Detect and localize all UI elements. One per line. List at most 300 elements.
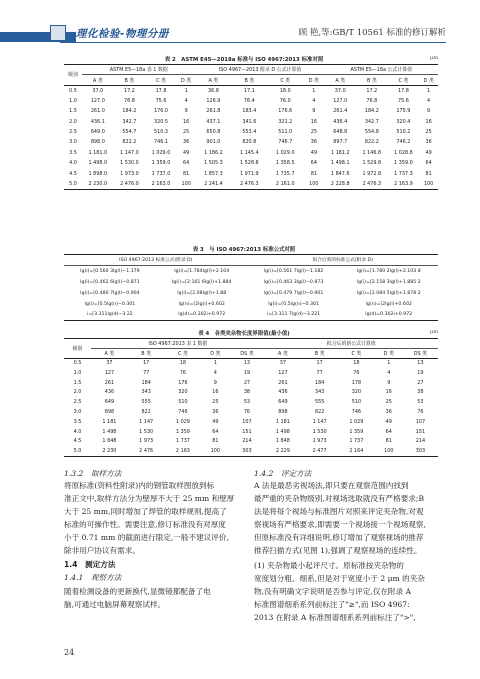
table2-cell: 127.0 bbox=[333, 97, 348, 104]
table4-cell: 107 bbox=[415, 418, 426, 425]
table2-cell: 127.0 bbox=[90, 97, 105, 104]
table2-group-header: ASTM E5—18a 公式计算值 bbox=[324, 65, 438, 75]
table4-cell: 18 bbox=[179, 360, 187, 367]
text-line: 察视场有严格要求,即需要一个视场接一个视场观察, bbox=[254, 520, 426, 530]
table-row bbox=[64, 277, 438, 288]
table3-cell: lg(d)=0.302i+0.972 bbox=[339, 310, 438, 321]
table2-cell: 320.5 bbox=[154, 118, 169, 125]
table4-cell: 1 359 bbox=[175, 428, 190, 435]
table2-col-header: C 类 bbox=[388, 75, 420, 85]
table-row bbox=[64, 96, 438, 106]
table2-cell: 1 857.3 bbox=[204, 170, 223, 177]
table4-cell: 81 bbox=[385, 438, 392, 445]
table3-group-header: ISO 4967:2013 标准公式(附录 D) bbox=[64, 255, 248, 266]
table4-cell: 510 bbox=[351, 399, 362, 406]
table4-cell: 76 bbox=[353, 369, 360, 376]
table-row bbox=[64, 116, 438, 126]
table4-cell: 5.0 bbox=[64, 446, 91, 456]
table2-caption: 表 2 ASTM E45—2018a 标准与 ISO 4967:2013 标准对照 bbox=[164, 57, 324, 63]
table4-cell: 898 bbox=[278, 408, 288, 415]
table2-cell: 1 359.0 bbox=[151, 160, 171, 167]
table2-cell: 49 bbox=[310, 149, 317, 156]
table2-group-header: ISO 4967—2013 附录 D 公式计算值 bbox=[195, 65, 324, 75]
table2-cell: 2.0 bbox=[69, 118, 77, 125]
table4-cell: 746 bbox=[351, 408, 362, 415]
table2-col-header: A 类 bbox=[82, 75, 114, 85]
table4-cell: 13 bbox=[243, 360, 251, 367]
table4-cell: 555 bbox=[141, 399, 151, 406]
table4-cell: 1 973 bbox=[139, 438, 154, 445]
section-1-3-2-heading: 1.3.2 取样方法 bbox=[64, 469, 122, 478]
table-row bbox=[64, 446, 438, 456]
table4-cell: 16 bbox=[212, 389, 219, 396]
table2-col-header: C 类 bbox=[267, 75, 303, 85]
table4-col-header: B 类 bbox=[128, 348, 165, 358]
table2-cell: 9 bbox=[312, 108, 316, 115]
table2-cell: 2 476.3 bbox=[231, 179, 267, 189]
table3-cell: lg(n)=[2lg(i)+0.602 bbox=[178, 301, 225, 307]
table3-cell: lg(i)=[0.5lg(n)−0.301 bbox=[84, 301, 136, 307]
table4-cell: 9 bbox=[387, 379, 391, 386]
table2-cell: 16 bbox=[425, 118, 432, 125]
table4-cell: 76 bbox=[179, 369, 187, 376]
table2-cell: 175.9 bbox=[396, 108, 411, 115]
table2-cell: 898.0 bbox=[90, 139, 105, 146]
table4-col-header: DS 类 bbox=[229, 348, 264, 358]
table4-level-header: 级别 bbox=[64, 339, 91, 359]
table4-cell: 649 bbox=[104, 399, 115, 406]
table2-cell: 36.8 bbox=[207, 87, 219, 94]
table2-cell: 1 498.0 bbox=[88, 160, 108, 167]
table4-cell: 2 476 bbox=[128, 446, 165, 456]
table2-cell: 176.6 bbox=[278, 108, 293, 115]
text-line: 随着检测设备的更新换代,显微镜都配备了电 bbox=[64, 587, 211, 596]
table4-cell: 555 bbox=[314, 399, 325, 406]
section-1-4-heading: 1.4 测定方法 bbox=[64, 560, 116, 569]
table4-cell: 1 147 bbox=[139, 418, 154, 425]
table2-cell: 1 147.0 bbox=[120, 149, 139, 156]
table2-cell: 4.5 bbox=[69, 170, 77, 177]
table4-cell: 38 bbox=[243, 389, 251, 396]
table2-cell: 1.0 bbox=[69, 97, 77, 104]
table4-cell: 1 181 bbox=[275, 418, 290, 425]
table-row bbox=[64, 127, 438, 137]
text-line: 标准图谱细系系列前标注了"≥",而 ISO 4967: bbox=[254, 600, 410, 610]
table2-cell: 17.8 bbox=[155, 87, 167, 94]
table2-cell: 1 028.8 bbox=[394, 149, 413, 156]
section-1-4-2-heading: 1.4.2 评定方法 bbox=[254, 469, 312, 478]
text-line: 物,没有明确文字说明是否参与评定,仅在附录 A bbox=[254, 587, 412, 597]
table2-group-header: ASTM E5—18a 表 1 数据 bbox=[82, 65, 195, 75]
table2-cell: 2 163.9 bbox=[388, 179, 420, 189]
table4-cell: 4.0 bbox=[73, 428, 82, 435]
minimum-size-paragraph bbox=[254, 559, 438, 624]
table3-cell: lg(i)=[0.480 7lg(l)−0.904 bbox=[80, 290, 140, 296]
table4-caption: 表 4 各类夹杂物长度界限值(最小值) bbox=[198, 331, 290, 337]
table4-cell: 100 bbox=[201, 446, 229, 456]
table2-cell: 4 bbox=[427, 97, 431, 104]
table4-cell: 320 bbox=[178, 389, 188, 396]
table4-cell: 64 bbox=[385, 428, 392, 435]
table2-cell: 822.2 bbox=[122, 139, 137, 146]
table4-cell: 1 848 bbox=[102, 438, 117, 445]
table4-cell: 4.5 bbox=[73, 438, 82, 445]
table4-cell: 49 bbox=[212, 418, 219, 425]
table4-cell: 107 bbox=[242, 418, 252, 425]
table-row bbox=[64, 310, 438, 321]
table3-cell: lg(d)=0.302i+0.972 bbox=[156, 310, 248, 321]
table-row bbox=[64, 417, 438, 427]
table4-cell: 25 bbox=[385, 399, 392, 406]
table3-group-header: 拟合后新的标准公式(附录 D) bbox=[248, 255, 438, 266]
table4-cell: 1 bbox=[387, 360, 391, 367]
table2-cell: 342.7 bbox=[122, 118, 137, 125]
sampling-method-paragraph bbox=[64, 479, 248, 558]
table4-cell: 303 bbox=[403, 446, 438, 456]
table4-group-header: ISO 4967:2013 表 1 数据 bbox=[91, 339, 264, 349]
table2-cell: 1 737.0 bbox=[151, 170, 171, 177]
table2-cell: 1 029.0 bbox=[151, 149, 171, 156]
table4-col-header: A 类 bbox=[265, 348, 302, 358]
table2-cell: 4.0 bbox=[69, 160, 77, 167]
table4-cell: 822 bbox=[314, 408, 325, 415]
table4-unit: μm bbox=[430, 329, 438, 335]
table4-cell: 1 530 bbox=[139, 428, 154, 435]
table4-cell: 1 181 bbox=[102, 418, 117, 425]
table2-cell: 822.2 bbox=[364, 139, 379, 146]
table-row bbox=[64, 299, 438, 310]
table-row bbox=[64, 427, 438, 437]
table2-cell: 17.2 bbox=[123, 87, 135, 94]
table2-cell: 176.0 bbox=[154, 108, 169, 115]
table3-cell: lg(i)=[0.463 3lg(l)−0.873 bbox=[263, 279, 324, 285]
table2-cell: 184.2 bbox=[122, 108, 137, 115]
table-row bbox=[64, 378, 438, 388]
table2-cell: 76.0 bbox=[279, 97, 291, 104]
table2 bbox=[64, 64, 438, 190]
table2-cell: 76.8 bbox=[123, 97, 135, 104]
table2-cell: 1 973.0 bbox=[120, 170, 139, 177]
table4-cell: 2 477 bbox=[301, 446, 338, 456]
table2-cell: 1 181.2 bbox=[330, 149, 350, 156]
table2-cell: 1 181.0 bbox=[88, 149, 108, 156]
table2-col-header: A 类 bbox=[324, 75, 356, 85]
table3-cell: lg(i)=[2.08lg(l)+1.88 bbox=[177, 290, 227, 296]
table2-cell: 746.2 bbox=[396, 139, 411, 146]
table2-col-header: D 类 bbox=[419, 75, 438, 85]
table2-cell: 2 241.4 bbox=[195, 179, 231, 189]
table2-cell: 261.4 bbox=[333, 108, 348, 115]
table2-unit: μm bbox=[430, 55, 438, 61]
table2-cell: 75.6 bbox=[155, 97, 167, 104]
table4-cell: 17 bbox=[143, 360, 150, 367]
table3-cell: lg(i)=[0.462 6lg(l)−0.871 bbox=[80, 279, 140, 285]
table2-cell: 1 505.3 bbox=[204, 160, 223, 167]
table2-cell: 81 bbox=[310, 170, 317, 177]
table4-cell: 53 bbox=[243, 399, 251, 406]
table4-group-header: 拟合后的新公式计算值 bbox=[265, 339, 438, 349]
text-line: A 法是最恶劣视场法,即只要在观察范围内找到 bbox=[254, 481, 409, 490]
table4-cell: 510 bbox=[178, 399, 188, 406]
table2-cell: 1 bbox=[427, 87, 431, 94]
table2-cell: 261.8 bbox=[206, 108, 221, 115]
journal-logo-mark bbox=[50, 25, 66, 41]
table2-cell: 2 163.0 bbox=[145, 179, 177, 189]
table4-cell: 1 498 bbox=[275, 428, 290, 435]
table4-cell: 16 bbox=[385, 389, 392, 396]
table2-cell: 25 bbox=[425, 129, 432, 136]
table4-cell: 261 bbox=[104, 379, 115, 386]
table2-cell: 2 476.3 bbox=[356, 179, 388, 189]
text-line: 小于 0.71 mm 的截面进行限定,一般不建议评价, bbox=[64, 533, 229, 543]
table4-cell: 2.0 bbox=[73, 389, 82, 396]
table2-cell: 9 bbox=[184, 108, 188, 115]
table2-cell: 1 145.4 bbox=[240, 149, 259, 156]
table4-cell: 38 bbox=[417, 389, 424, 396]
table-row bbox=[64, 288, 438, 299]
table4-cell: 1 737 bbox=[175, 438, 190, 445]
text-line: (1) 夹杂物最小起评尺寸。原标准按夹杂物的 bbox=[254, 561, 404, 570]
page-number: 24 bbox=[64, 648, 75, 657]
table2-cell: 16 bbox=[310, 118, 317, 125]
table4-cell: 76 bbox=[243, 408, 251, 415]
text-line: 大于 25 mm,同时增加了焊管的取样规则,提高了 bbox=[64, 507, 227, 517]
table2-cell: 37.0 bbox=[92, 87, 104, 94]
table4-cell: 436 bbox=[278, 389, 288, 396]
table2-col-header: D 类 bbox=[303, 75, 324, 85]
text-line: 推荐扫描方式(见图 1),强调了观察视场的连续性。 bbox=[254, 546, 422, 556]
table3-cell: lg(n)=[2lg(i)+0.602 bbox=[365, 301, 412, 307]
table2-cell: 100 bbox=[177, 179, 196, 189]
table4-cell: 1.0 bbox=[73, 369, 82, 376]
table-row bbox=[64, 436, 438, 446]
table2-col-header: D 类 bbox=[177, 75, 196, 85]
table-row bbox=[64, 137, 438, 147]
table3-cell: lg(i)=[1.784lg(l)+2.104 bbox=[174, 268, 230, 274]
table4-cell: 100 bbox=[375, 446, 403, 456]
table2-cell: 37.0 bbox=[334, 87, 346, 94]
table2-cell: 64 bbox=[183, 160, 190, 167]
table2-cell: 1 bbox=[312, 87, 316, 94]
table2-cell: 25 bbox=[183, 129, 190, 136]
table2-col-header: C 类 bbox=[145, 75, 177, 85]
table4-cell: 1 530 bbox=[312, 428, 327, 435]
table4-cell: 343 bbox=[314, 389, 325, 396]
table2-cell: 2 161.0 bbox=[267, 179, 303, 189]
table4-cell: 184 bbox=[141, 379, 151, 386]
table4-cell: 77 bbox=[143, 369, 150, 376]
table4-cell: 184 bbox=[314, 379, 325, 386]
table2-cell: 100 bbox=[419, 179, 438, 189]
table2-cell: 81 bbox=[425, 170, 432, 177]
table4-cell: 261 bbox=[278, 379, 288, 386]
table-row bbox=[64, 387, 438, 397]
table2-cell: 3.0 bbox=[69, 139, 77, 146]
text-line: 准正文中,取样方法分为壁厚不大于 25 mm 和壁厚 bbox=[64, 494, 235, 504]
table4-cell: 343 bbox=[141, 389, 151, 396]
table4-cell: 214 bbox=[415, 438, 426, 445]
table4-cell: 76 bbox=[417, 408, 424, 415]
text-line: 宽度划分粗、细系,但是对于宽度小于 2 μm 的夹杂 bbox=[254, 574, 425, 584]
table4-cell: 77 bbox=[316, 369, 323, 376]
observation-method-paragraph bbox=[64, 585, 248, 611]
table2-cell: 342.7 bbox=[364, 118, 379, 125]
section-1-4-1-heading: 1.4.1 观察方法 bbox=[64, 573, 122, 582]
table2-cell: 511.0 bbox=[278, 129, 293, 136]
table2-cell: 437.1 bbox=[206, 118, 221, 125]
table4-cell: 1 029 bbox=[175, 418, 190, 425]
table2-cell: 1 146.8 bbox=[362, 149, 382, 156]
table2-cell: 746.1 bbox=[154, 139, 169, 146]
table4-cell: 27 bbox=[417, 379, 424, 386]
table2-cell: 49 bbox=[425, 149, 432, 156]
table3-cell: lg(i)=[0.561 7lg(l)−1.182 bbox=[263, 268, 324, 274]
table4-cell: 1.5 bbox=[73, 379, 82, 386]
table4-cell: 1 359 bbox=[349, 428, 364, 435]
table4-cell: 3.5 bbox=[73, 418, 82, 425]
table2-col-header: B 类 bbox=[114, 75, 146, 85]
table4-cell: 19 bbox=[243, 369, 251, 376]
table3-cell: lg(i)=[2.161 6lg(l)+1.884 bbox=[172, 279, 232, 285]
table4-cell: 2 229 bbox=[265, 446, 302, 456]
table2-cell: 36 bbox=[310, 139, 317, 146]
table2-cell: 1 898.0 bbox=[88, 170, 108, 177]
table4-cell: 49 bbox=[385, 418, 392, 425]
table4-cell: 4 bbox=[387, 369, 391, 376]
table3-cell: lg(i)=[0.5lg(n)−0.301 bbox=[268, 301, 319, 307]
text-line: 除非用户协议有需求。 bbox=[64, 546, 140, 556]
table3-cell: lg(i)=[2.158 3lg(l)+1.885 2 bbox=[356, 279, 421, 285]
table2-cell: 649.0 bbox=[90, 129, 105, 136]
table4-cell: 53 bbox=[417, 399, 424, 406]
table4-cell: 1 147 bbox=[312, 418, 327, 425]
table4-cell: 18 bbox=[353, 360, 360, 367]
table2-cell: 1 847.6 bbox=[330, 170, 350, 177]
table4-cell: 25 bbox=[212, 399, 219, 406]
table2-cell: 820.8 bbox=[242, 139, 257, 146]
table4-cell: 746 bbox=[178, 408, 188, 415]
text-line: 2013 在附录 A 标准图谱细系系列前标注了">", bbox=[254, 613, 416, 623]
table2-cell: 1 029.0 bbox=[275, 149, 295, 156]
table4-col-header: D 类 bbox=[375, 348, 403, 358]
table2-cell: 1 498.1 bbox=[330, 160, 350, 167]
text-line: 标准的可操作性。需要注意,修订标准没有对厚度 bbox=[64, 520, 226, 530]
running-title: 顾 艳,等:GB/T 10561 标准的修订解析 bbox=[298, 28, 446, 38]
table4-cell: 178 bbox=[351, 379, 362, 386]
journal-header bbox=[0, 20, 480, 46]
table4-cell: 2 164 bbox=[338, 446, 375, 456]
table2-cell: 3.5 bbox=[69, 149, 77, 156]
table2-cell: 4 bbox=[184, 97, 188, 104]
table2-cell: 25 bbox=[310, 129, 317, 136]
table2-col-header: B 类 bbox=[231, 75, 267, 85]
table2-cell: 5.0 bbox=[64, 179, 82, 189]
table4-cell: 37 bbox=[106, 360, 113, 367]
table4-cell: 2 230 bbox=[91, 446, 128, 456]
table-row bbox=[64, 85, 438, 95]
table4-col-header: C 类 bbox=[165, 348, 202, 358]
table4-col-header: B 类 bbox=[301, 348, 338, 358]
table2-cell: 17.1 bbox=[243, 87, 255, 94]
table2-cell: 554.7 bbox=[122, 129, 137, 136]
table2-cell: 64 bbox=[310, 160, 317, 167]
table2-col-header: A 类 bbox=[195, 75, 231, 85]
table-row bbox=[64, 106, 438, 116]
table2-cell: 1 359.0 bbox=[394, 160, 413, 167]
table2-cell: 1 737.3 bbox=[394, 170, 413, 177]
header-rule bbox=[60, 42, 446, 43]
table2-cell: 17.8 bbox=[397, 87, 409, 94]
table4-cell: 81 bbox=[212, 438, 219, 445]
table4-cell: 151 bbox=[415, 428, 426, 435]
table4-cell: 27 bbox=[243, 379, 251, 386]
table2-cell: 36 bbox=[183, 139, 190, 146]
table4-cell: 2.5 bbox=[73, 399, 82, 406]
table-row bbox=[64, 368, 438, 378]
table2-cell: 2 228.8 bbox=[324, 179, 356, 189]
table-row bbox=[64, 148, 438, 158]
text-line: 将原标准(资料性附录)内的钢管取样图放到标 bbox=[64, 481, 215, 490]
table2-cell: 16 bbox=[183, 118, 190, 125]
table-row bbox=[64, 179, 438, 189]
table4-col-header: C 类 bbox=[338, 348, 375, 358]
table2-cell: 2 230.0 bbox=[82, 179, 114, 189]
table4-cell: 127 bbox=[278, 369, 288, 376]
table4-cell: 649 bbox=[278, 399, 288, 406]
table4-cell: 898 bbox=[104, 408, 115, 415]
text-line: 最严重的夹杂物级别,对视场选取就没有严格要求;B bbox=[254, 494, 425, 504]
table2-cell: 0.5 bbox=[69, 87, 77, 94]
table4-cell: 303 bbox=[229, 446, 264, 456]
table2-cell: 9 bbox=[427, 108, 431, 115]
table4-cell: 2 163 bbox=[165, 446, 202, 456]
table-row bbox=[64, 158, 438, 168]
table4-cell: 19 bbox=[417, 369, 424, 376]
table2-cell: 554.8 bbox=[364, 129, 379, 136]
evaluation-method-paragraph bbox=[254, 479, 438, 558]
table-row bbox=[64, 266, 438, 277]
table2-cell: 76.4 bbox=[243, 97, 255, 104]
table-row bbox=[64, 407, 438, 417]
table4-cell: 17 bbox=[316, 360, 323, 367]
table4-col-header: DS 类 bbox=[403, 348, 438, 358]
table2-cell: 1 358.5 bbox=[275, 160, 295, 167]
table2-cell: 49 bbox=[183, 149, 190, 156]
table2-cell: 1 186.2 bbox=[204, 149, 223, 156]
table2-cell: 75.6 bbox=[397, 97, 409, 104]
table2-level-header: 级别 bbox=[64, 65, 82, 86]
table4-cell: 436 bbox=[104, 389, 115, 396]
table4-cell: 1 029 bbox=[349, 418, 364, 425]
table2-cell: 81 bbox=[183, 170, 190, 177]
table2-cell: 648.8 bbox=[333, 129, 348, 136]
table2-cell: 897.7 bbox=[333, 139, 348, 146]
table2-cell: 1 528.8 bbox=[240, 160, 259, 167]
table2-cell: 901.0 bbox=[206, 139, 221, 146]
table2-cell: 17.2 bbox=[366, 87, 378, 94]
table4-cell: 64 bbox=[212, 428, 219, 435]
table3-cell: lg(i)=[0.479 7lg(l)−0.901 bbox=[263, 290, 324, 296]
table4-cell: 1 737 bbox=[349, 438, 364, 445]
table2-cell: 2 476.0 bbox=[114, 179, 146, 189]
table3-cell: lg(i)=[2.084 5lg(l)+1.878 2 bbox=[356, 290, 421, 296]
table4-cell: 3.0 bbox=[73, 408, 82, 415]
table4-cell: 1 973 bbox=[312, 438, 327, 445]
table3-cell: lg(i)=[0.560 3lg(l)−1.179 bbox=[80, 268, 140, 274]
table4-cell: 13 bbox=[417, 360, 424, 367]
table2-cell: 76.8 bbox=[366, 97, 378, 104]
table2-cell: 436.4 bbox=[333, 118, 348, 125]
